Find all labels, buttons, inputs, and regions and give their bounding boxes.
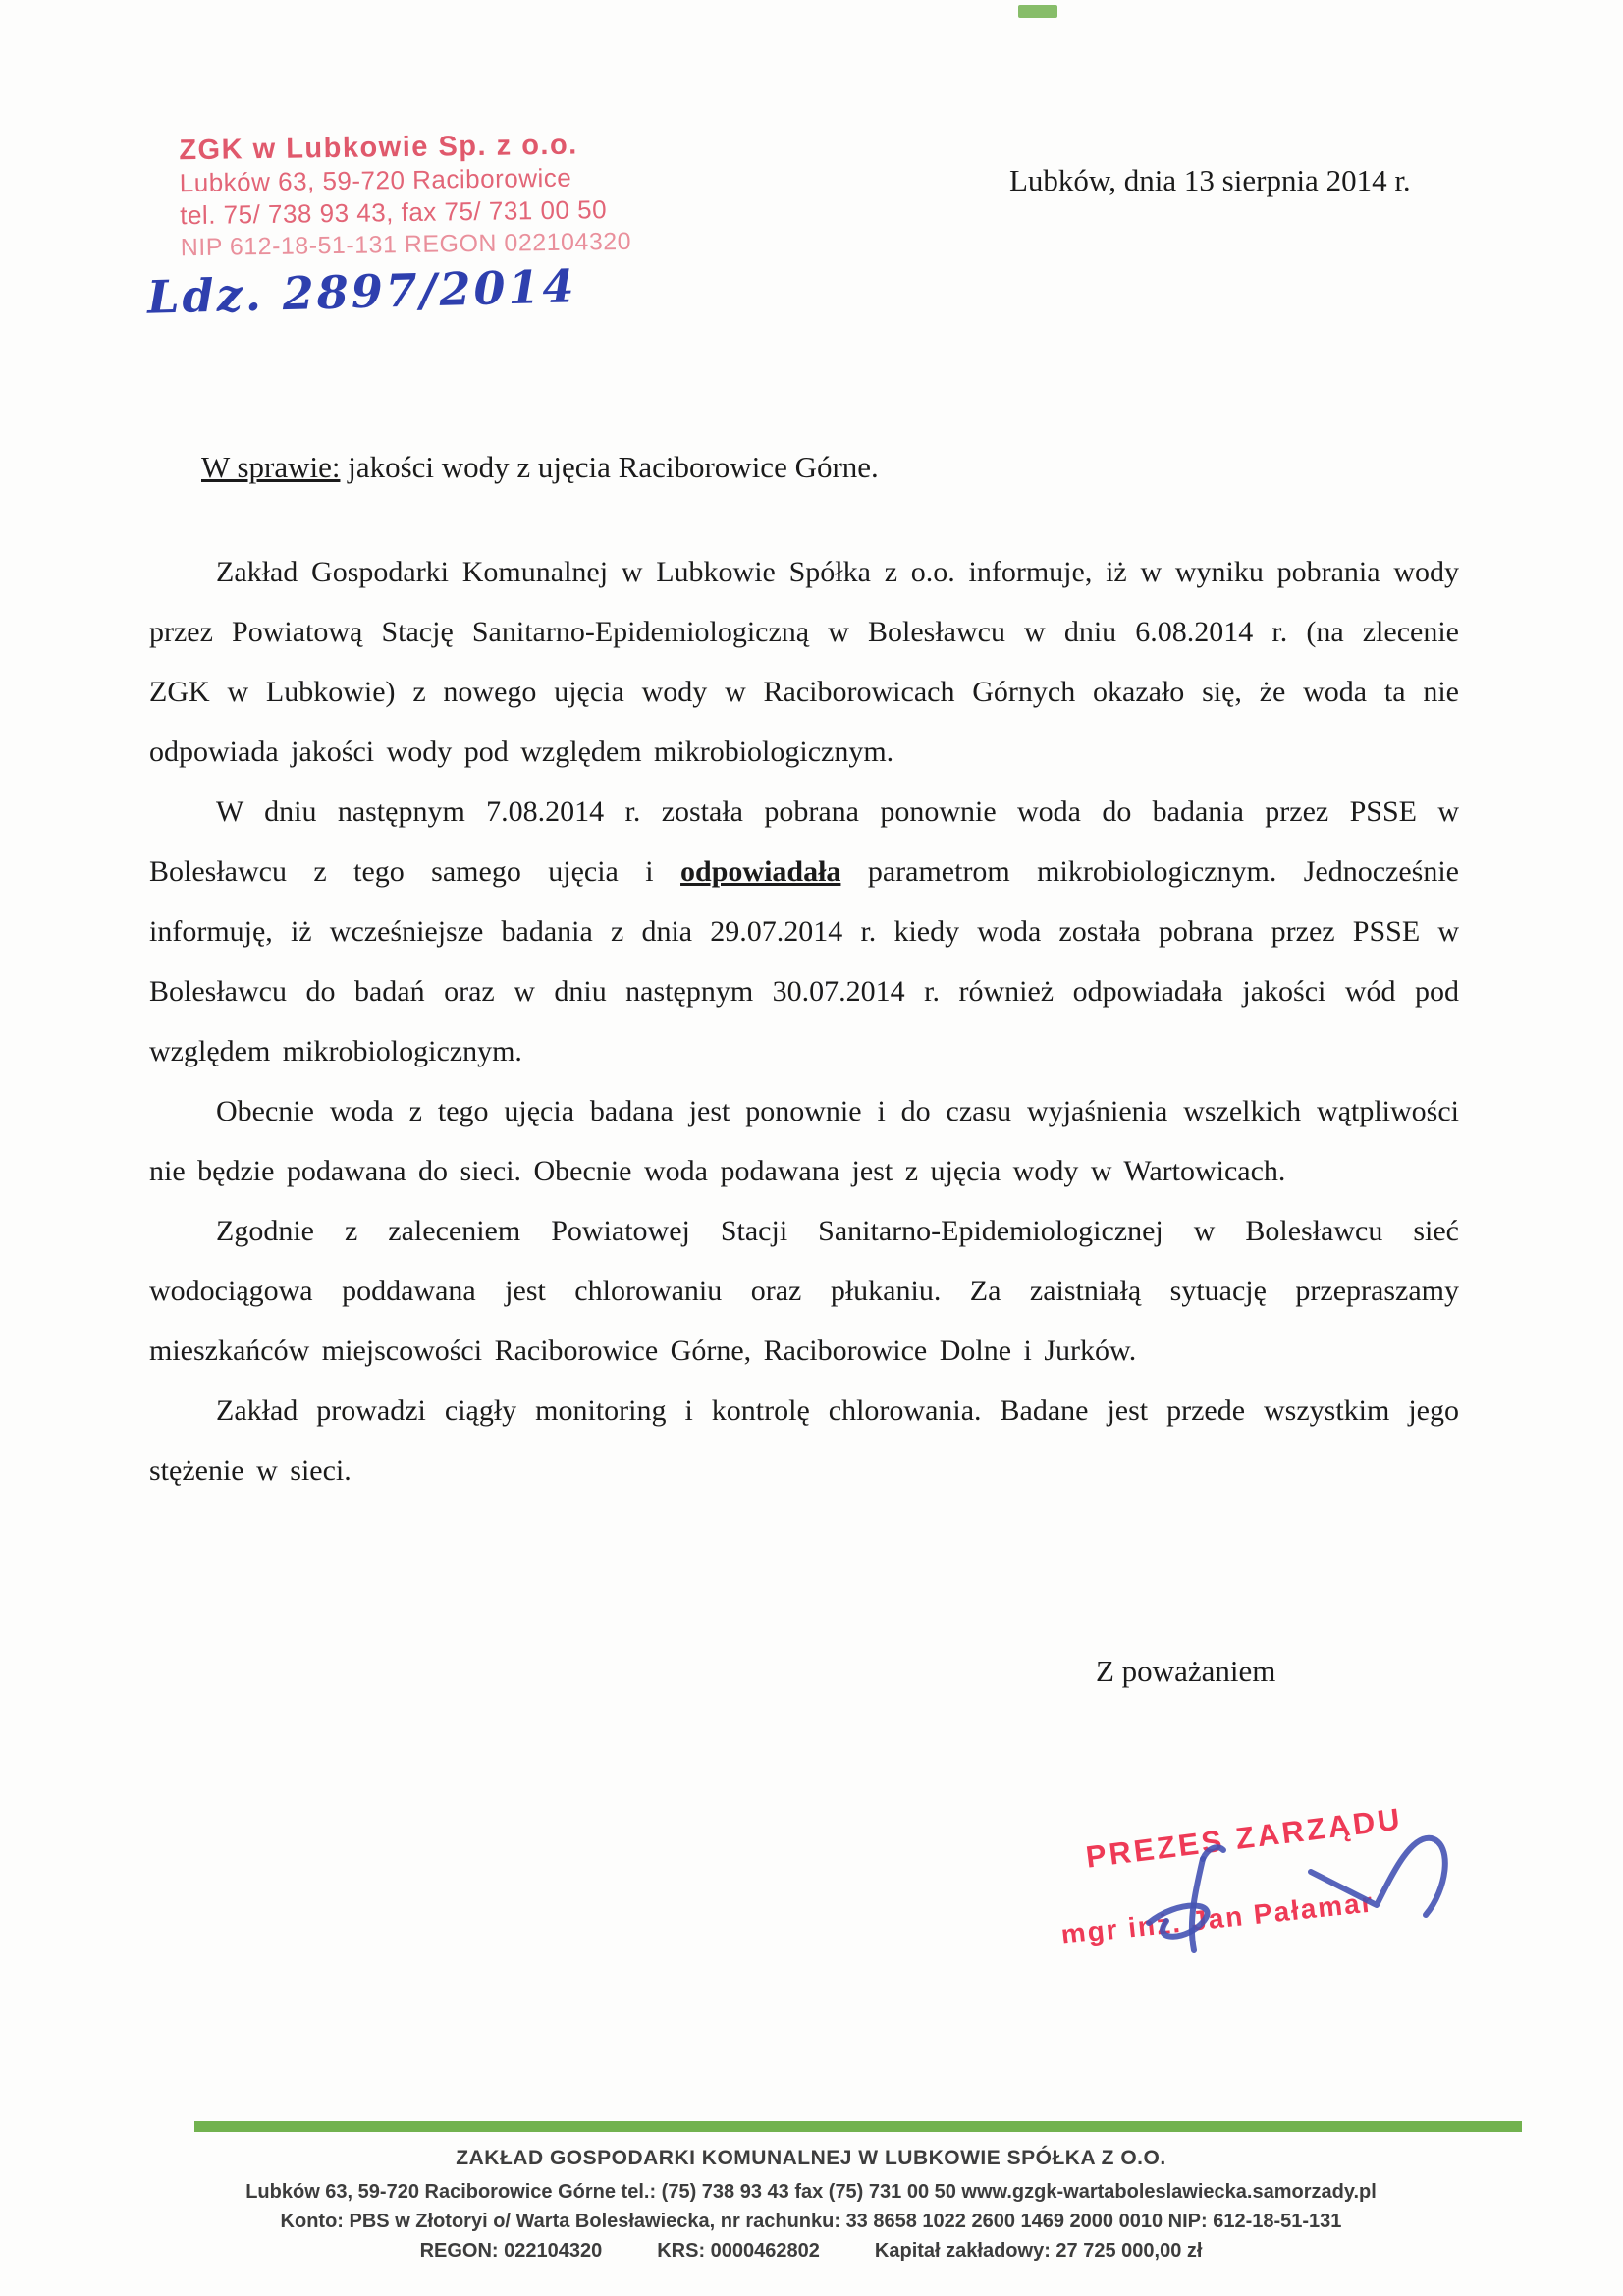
footer-registry-line <box>75 2236 1547 2266</box>
paragraph-text: Zakład Gospodarki Komunalnej w Lubkowie Spółka z o.o. informuje, iż w wyniku pobrania wody przez Powiatową Stację Sanitarno-Epidemiologiczną w Bolesławcu w dniu 6.08.2014 r. (na zlecenie ZGK w Lubkowie) z nowego ujęcia wody w Raciborowicach Górnych okazało się, że woda ta nie odpowiada jakości wody pod względem mikrobiologicznym. <box>149 556 1459 768</box>
paragraph <box>149 1381 1459 1501</box>
signature-scribble <box>1109 1805 1532 1972</box>
footer <box>75 2147 1547 2266</box>
subject-label: W sprawie: <box>201 450 341 484</box>
sender-stamp <box>179 129 631 264</box>
paragraph-text: Obecnie woda z tego ujęcia badana jest ponownie i do czasu wyjaśnienia wszelkich wątpliwości nie będzie podawana do sieci. Obecnie woda podawana jest z ujęcia wody w Wartowicach. <box>149 1095 1459 1187</box>
date-line: Lubków, dnia 13 sierpnia 2014 r. <box>1009 163 1411 197</box>
paragraph-text: parametrom mikrobiologicznym. Jednocześnie informuję, iż wcześniejsze badania z dnia 29.07.2014 r. kiedy woda została pobrana przez PSSE w Bolesławcu do badań oraz w dniu następnym 30.07.2014 r. również odpowiadała jakości wód pod względem mikrobiologicznym. <box>149 855 1459 1067</box>
paragraph <box>149 1081 1459 1201</box>
sender-stamp-address: Lubków 63, 59-720 Raciborowice <box>179 162 572 198</box>
paragraph <box>149 782 1459 1081</box>
paragraph-text: W dniu następnym 7.08.2014 r. została pobrana ponownie woda do badania przez PSSE w Bolesławcu z tego samego ujęcia i <box>149 795 1459 888</box>
letter-body <box>149 542 1459 1501</box>
footer-address-line: Lubków 63, 59-720 Raciborowice Górne tel.: (75) 738 93 43 fax (75) 731 00 50 www.gzgk-wartaboleslawiecka.samorzady.pl <box>245 2181 1377 2203</box>
scan-artifact-green <box>1018 5 1057 18</box>
paragraph <box>149 1201 1459 1381</box>
closing-line: Z poważaniem <box>1096 1654 1276 1688</box>
paragraph-text: Zakład prowadzi ciągły monitoring i kontrolę chlorowania. Badane jest przede wszystkim jego stężenie w sieci. <box>149 1394 1459 1487</box>
reference-number-handwritten: Ldz. 2897/2014 <box>146 259 578 324</box>
footer-divider-bar <box>194 2121 1522 2132</box>
subject-text: jakości wody z ujęcia Raciborowice Górne. <box>340 450 879 484</box>
footer-regon: REGON: 022104320 <box>419 2240 603 2262</box>
footer-account-line: Konto: PBS w Złotoryi o/ Warta Bolesławiecka, nr rachunku: 33 8658 1022 2600 1469 2000 0010 NIP: 612-18-51-131 <box>280 2211 1342 2232</box>
paragraph <box>149 542 1459 782</box>
sender-stamp-phone: tel. 75/ 738 93 43, fax 75/ 731 00 50 <box>180 194 608 231</box>
footer-krs: KRS: 0000462802 <box>657 2240 820 2262</box>
sender-stamp-company: ZGK w Lubkowie Sp. z o.o. <box>179 129 578 167</box>
footer-company-line: ZAKŁAD GOSPODARKI KOMUNALNEJ W LUBKOWIE SPÓŁKA Z O.O. <box>456 2147 1166 2169</box>
footer-capital: Kapitał zakładowy: 27 725 000,00 zł <box>874 2240 1203 2262</box>
subject-line <box>201 450 879 485</box>
signature-stamp-title: PREZES ZARZĄDU <box>1084 1801 1405 1875</box>
signature-stamp-name: mgr inż. Jan Pałamar <box>1059 1886 1376 1950</box>
sender-stamp-nip-regon: NIP 612-18-51-131 REGON 022104320 <box>180 227 632 262</box>
emphasized-text: odpowiadała <box>680 855 841 888</box>
paragraph-text: Zgodnie z zaleceniem Powiatowej Stacji Sanitarno-Epidemiologicznej w Bolesławcu sieć wodociągowa poddawana jest chlorowaniu oraz płukaniu. Za zaistniałą sytuację przepraszamy mieszkańców miejscowości Raciborowice Górne, Raciborowice Dolne i Jurków. <box>149 1215 1459 1367</box>
